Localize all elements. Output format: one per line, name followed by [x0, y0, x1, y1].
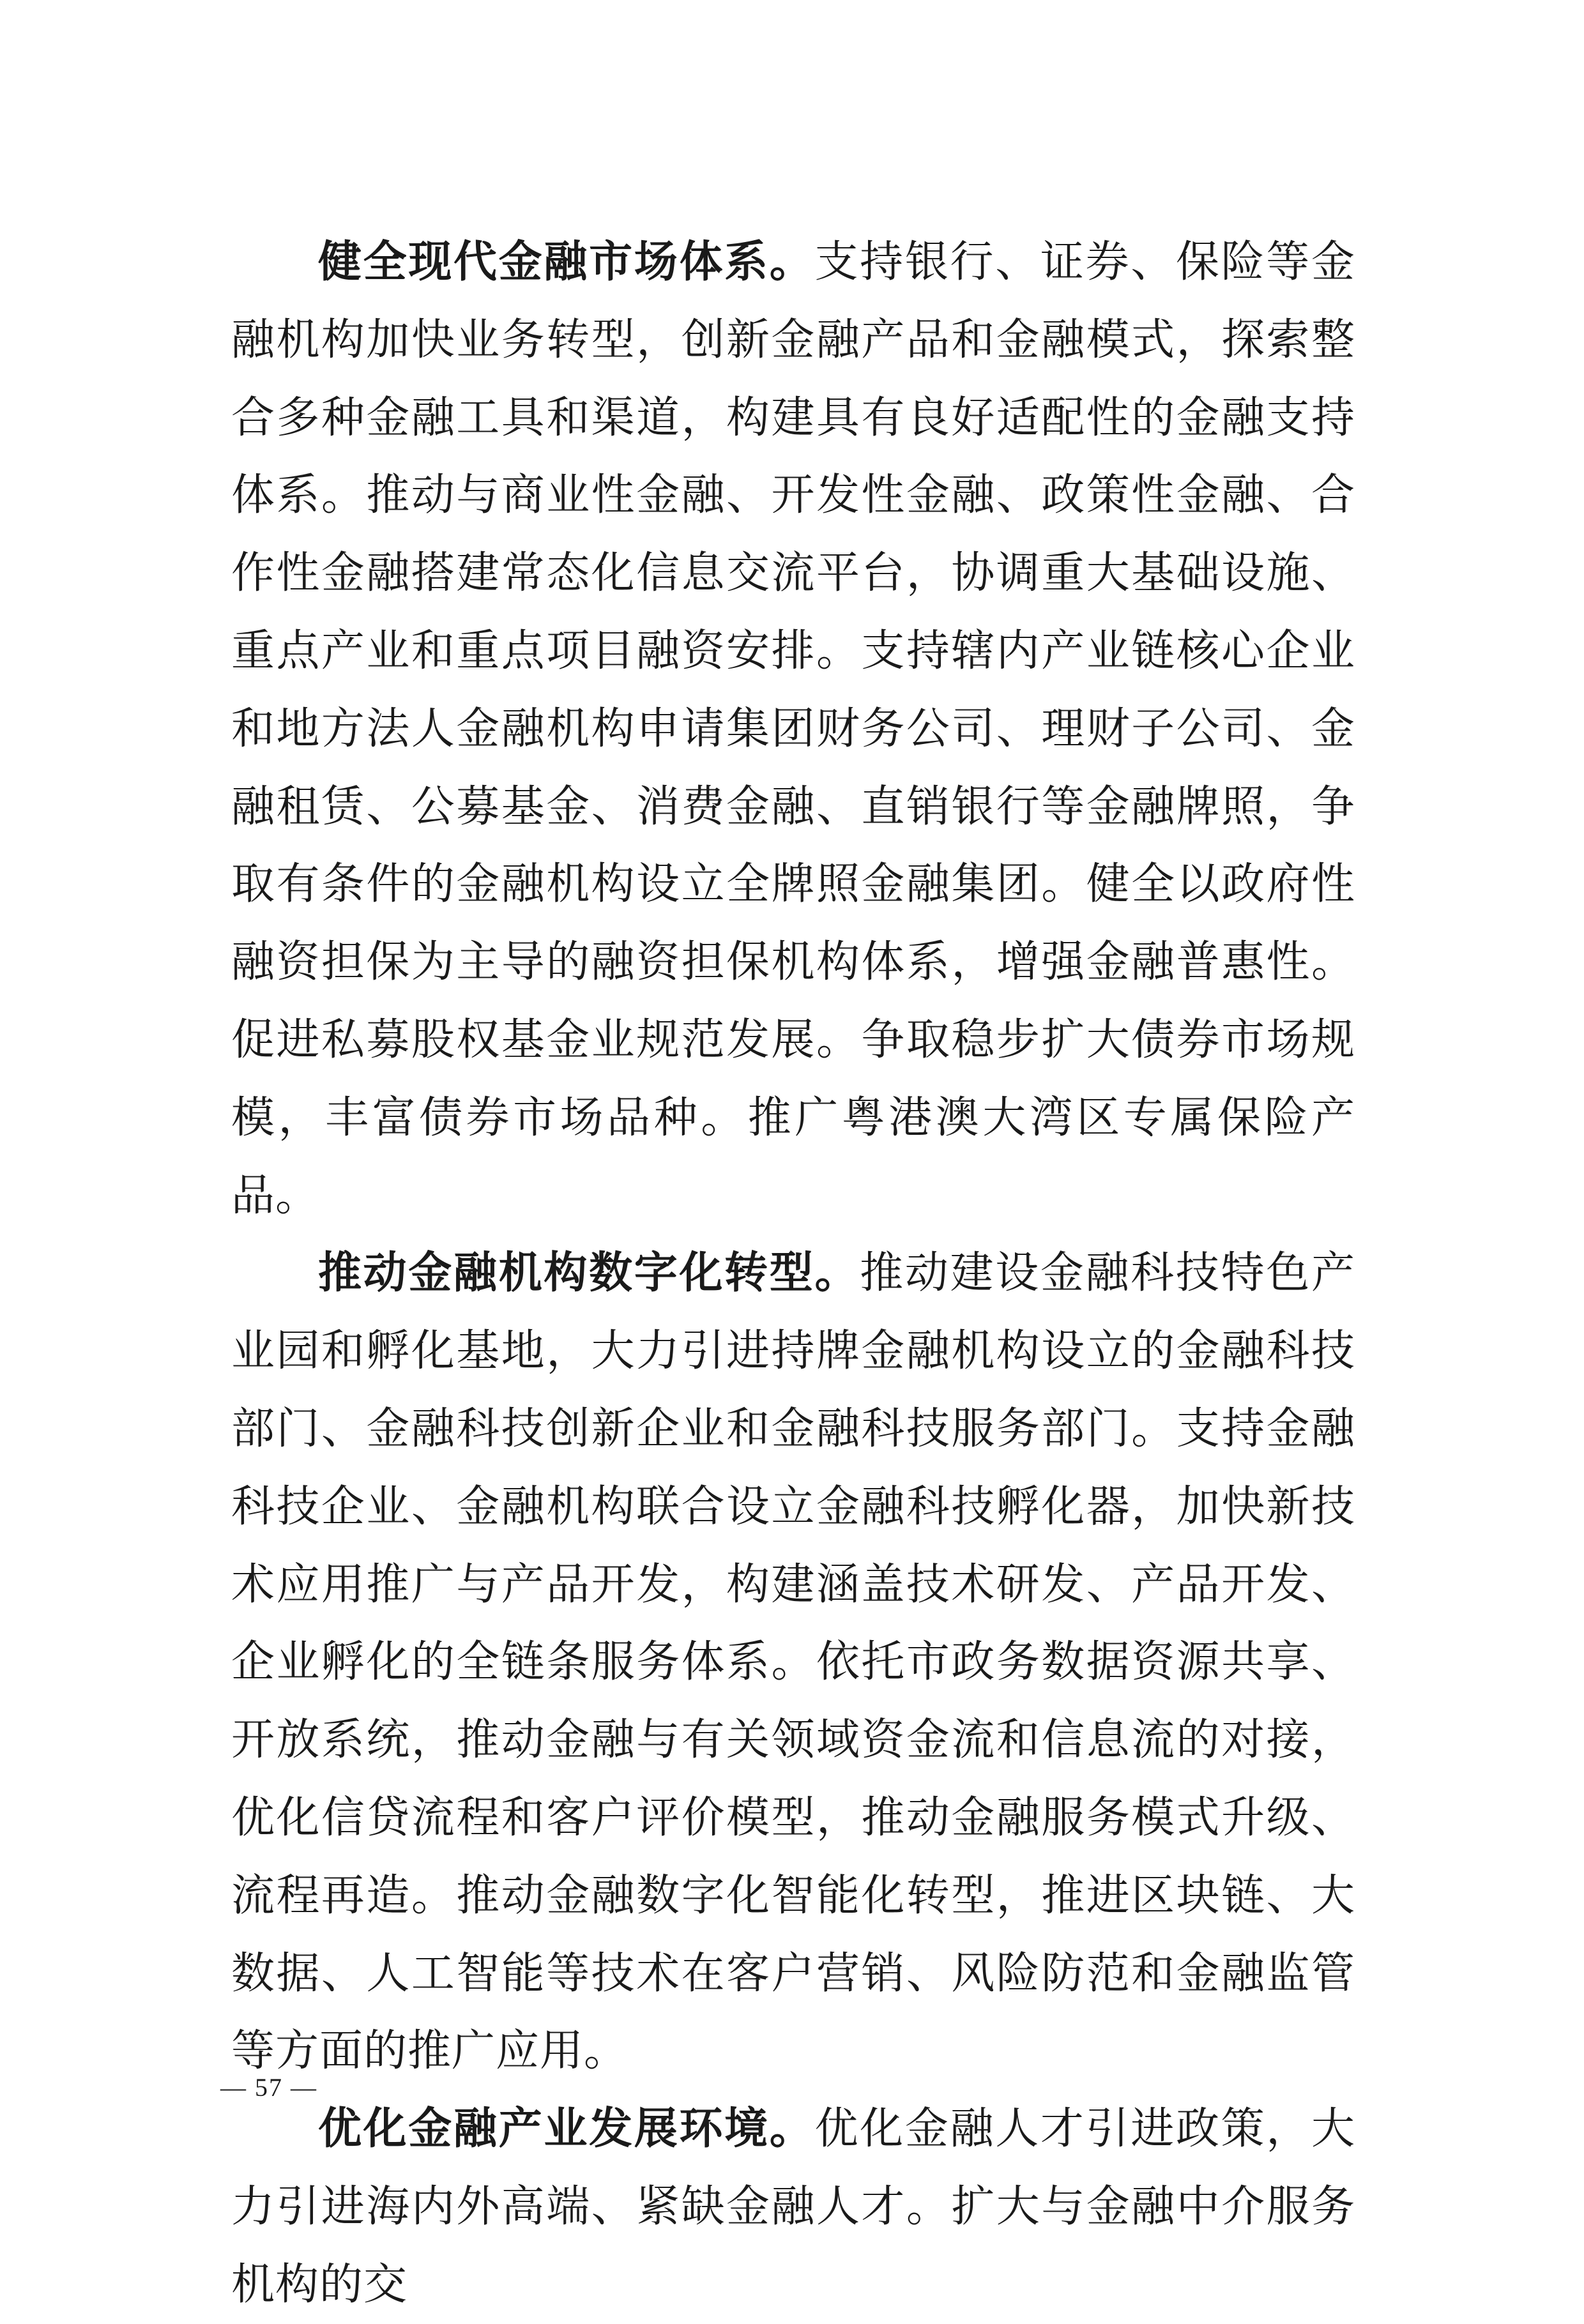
paragraph-financial-market-system [231, 224, 1355, 1234]
paragraph-heading: 推动金融机构数字化转型。 [318, 1248, 860, 1299]
page-number: — 57 — [220, 2073, 317, 2102]
document-body [231, 224, 1355, 2324]
paragraph-heading: 健全现代金融市场体系。 [318, 237, 815, 287]
paragraph-text: 支持银行、证券、保险等金融机构加快业务转型，创新金融产品和金融模式，探索整合多种金融工具和渠道，构建具有良好适配性的金融支持体系。推动与商业性金融、开发性金融、政策性金融、合作性金融搭建常态化信息交流平台，协调重大基础设施、重点产业和重点项目融资安排。支持辖内产业链核心企业和地方法人金融机构申请集团财务公司、理财子公司、金融租赁、公募基金、消费金融、直销银行等金融牌照，争取有条件的金融机构设立全牌照金融集团。健全以政府性融资担保为主导的融资担保机构体系，增强金融普惠性。促进私募股权基金业规范发展。争取稳步扩大债券市场规模，丰富债券市场品种。推广粤港澳大湾区专属保险产品。 [231, 237, 1355, 1221]
paragraph-digital-transformation [231, 1234, 1355, 2090]
paragraph-development-environment [231, 2090, 1355, 2323]
paragraph-heading: 优化金融产业发展环境。 [318, 2104, 815, 2155]
paragraph-text: 优化金融人才引进政策，大力引进海内外高端、紧缺金融人才。扩大与金融中介服务机构的交 [231, 2104, 1355, 2310]
paragraph-text: 推动建设金融科技特色产业园和孵化基地，大力引进持牌金融机构设立的金融科技部门、金融科技创新企业和金融科技服务部门。支持金融科技企业、金融机构联合设立金融科技孵化器，加快新技术应用推广与产品开发，构建涵盖技术研发、产品开发、企业孵化的全链条服务体系。依托市政务数据资源共享、开放系统，推动金融与有关领域资金流和信息流的对接，优化信贷流程和客户评价模型，推动金融服务模式升级、流程再造。推动金融数字化智能化转型，推进区块链、大数据、人工智能等技术在客户营销、风险防范和金融监管等方面的推广应用。 [231, 1248, 1355, 2077]
